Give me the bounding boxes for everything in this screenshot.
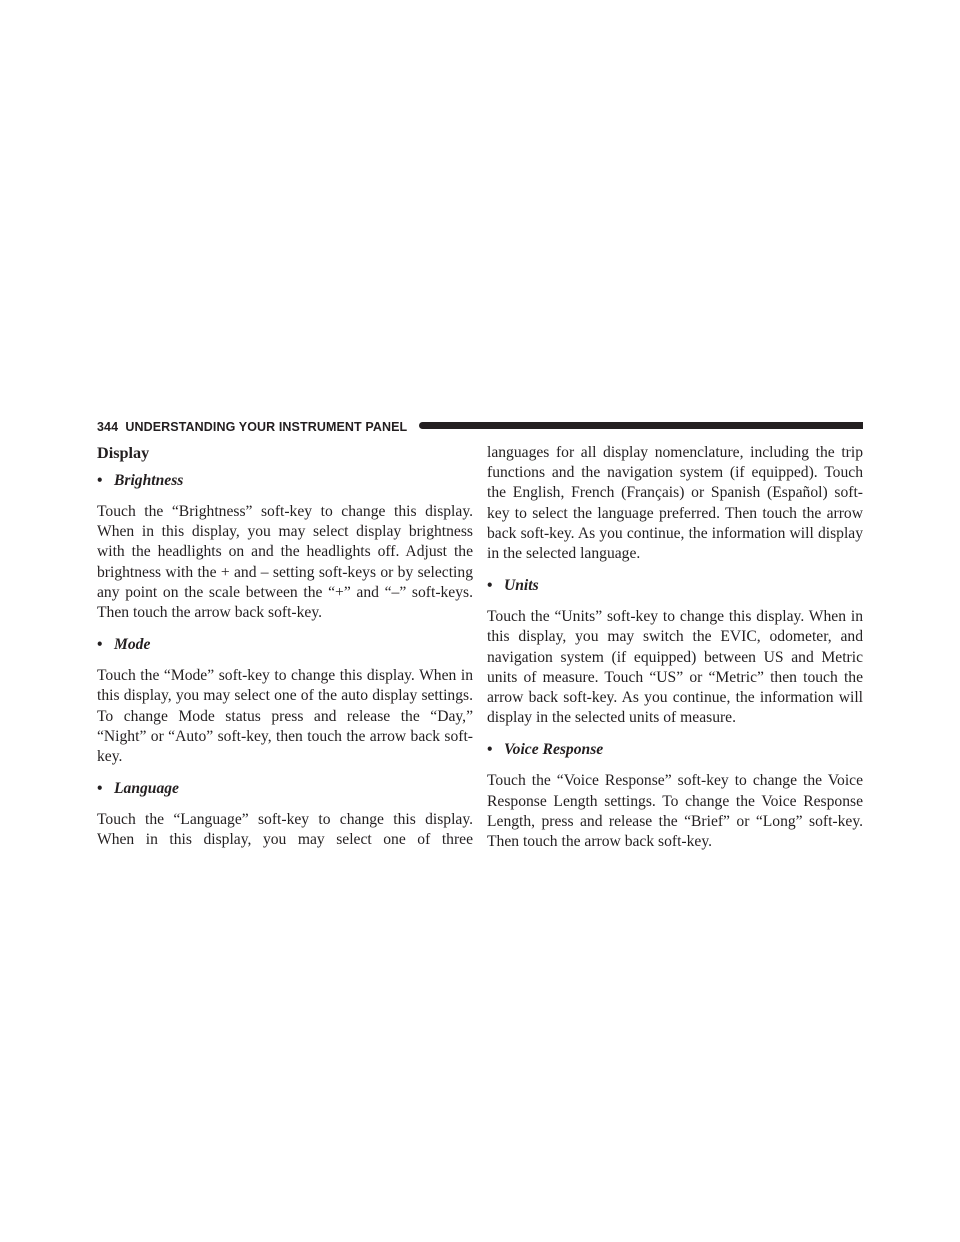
bullet-icon: • — [97, 472, 103, 489]
page-number: 344 — [97, 420, 119, 434]
section-title: UNDERSTANDING YOUR INSTRUMENT PANEL — [125, 420, 408, 434]
bullet-icon: • — [487, 577, 493, 595]
bullet-mode — [97, 635, 473, 655]
paragraph-mode: Touch the “Mode” soft-key to change this display. When in this display, you may select one of the auto display settings. To change Mode status press and release the “Day,” “Night” or “Auto” soft-key, then touch the arrow back soft-key. — [97, 667, 473, 766]
section-heading: Display — [97, 444, 150, 462]
bullet-language — [97, 779, 473, 799]
bullet-units — [487, 576, 863, 596]
left-column — [97, 443, 473, 863]
bullet-label: Mode — [114, 636, 151, 654]
paragraph-language: Touch the “Language” soft-key to change this display. When in this display, you may select one of three — [97, 811, 473, 849]
page-header-text — [97, 419, 407, 435]
paragraph-language-continued: languages for all display nomenclature, including the trip functions and the navigation system (if equipped). Touch the English, French (Français) or Spanish (Español) soft-key to select the language preferred. Then touch the arrow back soft-key. As you continue, the information will display in the selected language. — [487, 444, 863, 563]
bullet-label: Units — [504, 577, 539, 595]
header-rule — [419, 422, 863, 429]
bullet-icon: • — [97, 636, 103, 654]
paragraph-brightness: Touch the “Brightness” soft-key to change this display. When in this display, you may select display brightness with the headlights on and the headlights off. Adjust the brightness with the + and – setting soft-keys or by selecting any point on the scale between the “+” and “–” soft-keys. Then touch the arrow back soft-key. — [97, 503, 473, 622]
bullet-label: Language — [114, 780, 179, 798]
bullet-label: Brightness — [114, 472, 184, 489]
paragraph-units: Touch the “Units” soft-key to change this display. When in this display, you may switch the EVIC, odometer, and navigation system (if equipped) between US and Metric units of measure. Touch “US” or “Metric” then touch the arrow back soft-key. As you continue, the information will display in the selected units of measure. — [487, 608, 863, 727]
paragraph-voice-response: Touch the “Voice Response” soft-key to change the Voice Response Length settings. To change the Voice Response Length, press and release the “Brief” or “Long” soft-key. Then touch the arrow back soft-key. — [487, 772, 863, 851]
bullet-brightness — [97, 471, 473, 491]
bullet-voice-response — [487, 740, 863, 760]
right-column — [487, 443, 863, 864]
page-header — [97, 418, 863, 436]
bullet-icon: • — [97, 780, 103, 798]
bullet-label: Voice Response — [504, 741, 604, 759]
bullet-icon: • — [487, 741, 493, 759]
